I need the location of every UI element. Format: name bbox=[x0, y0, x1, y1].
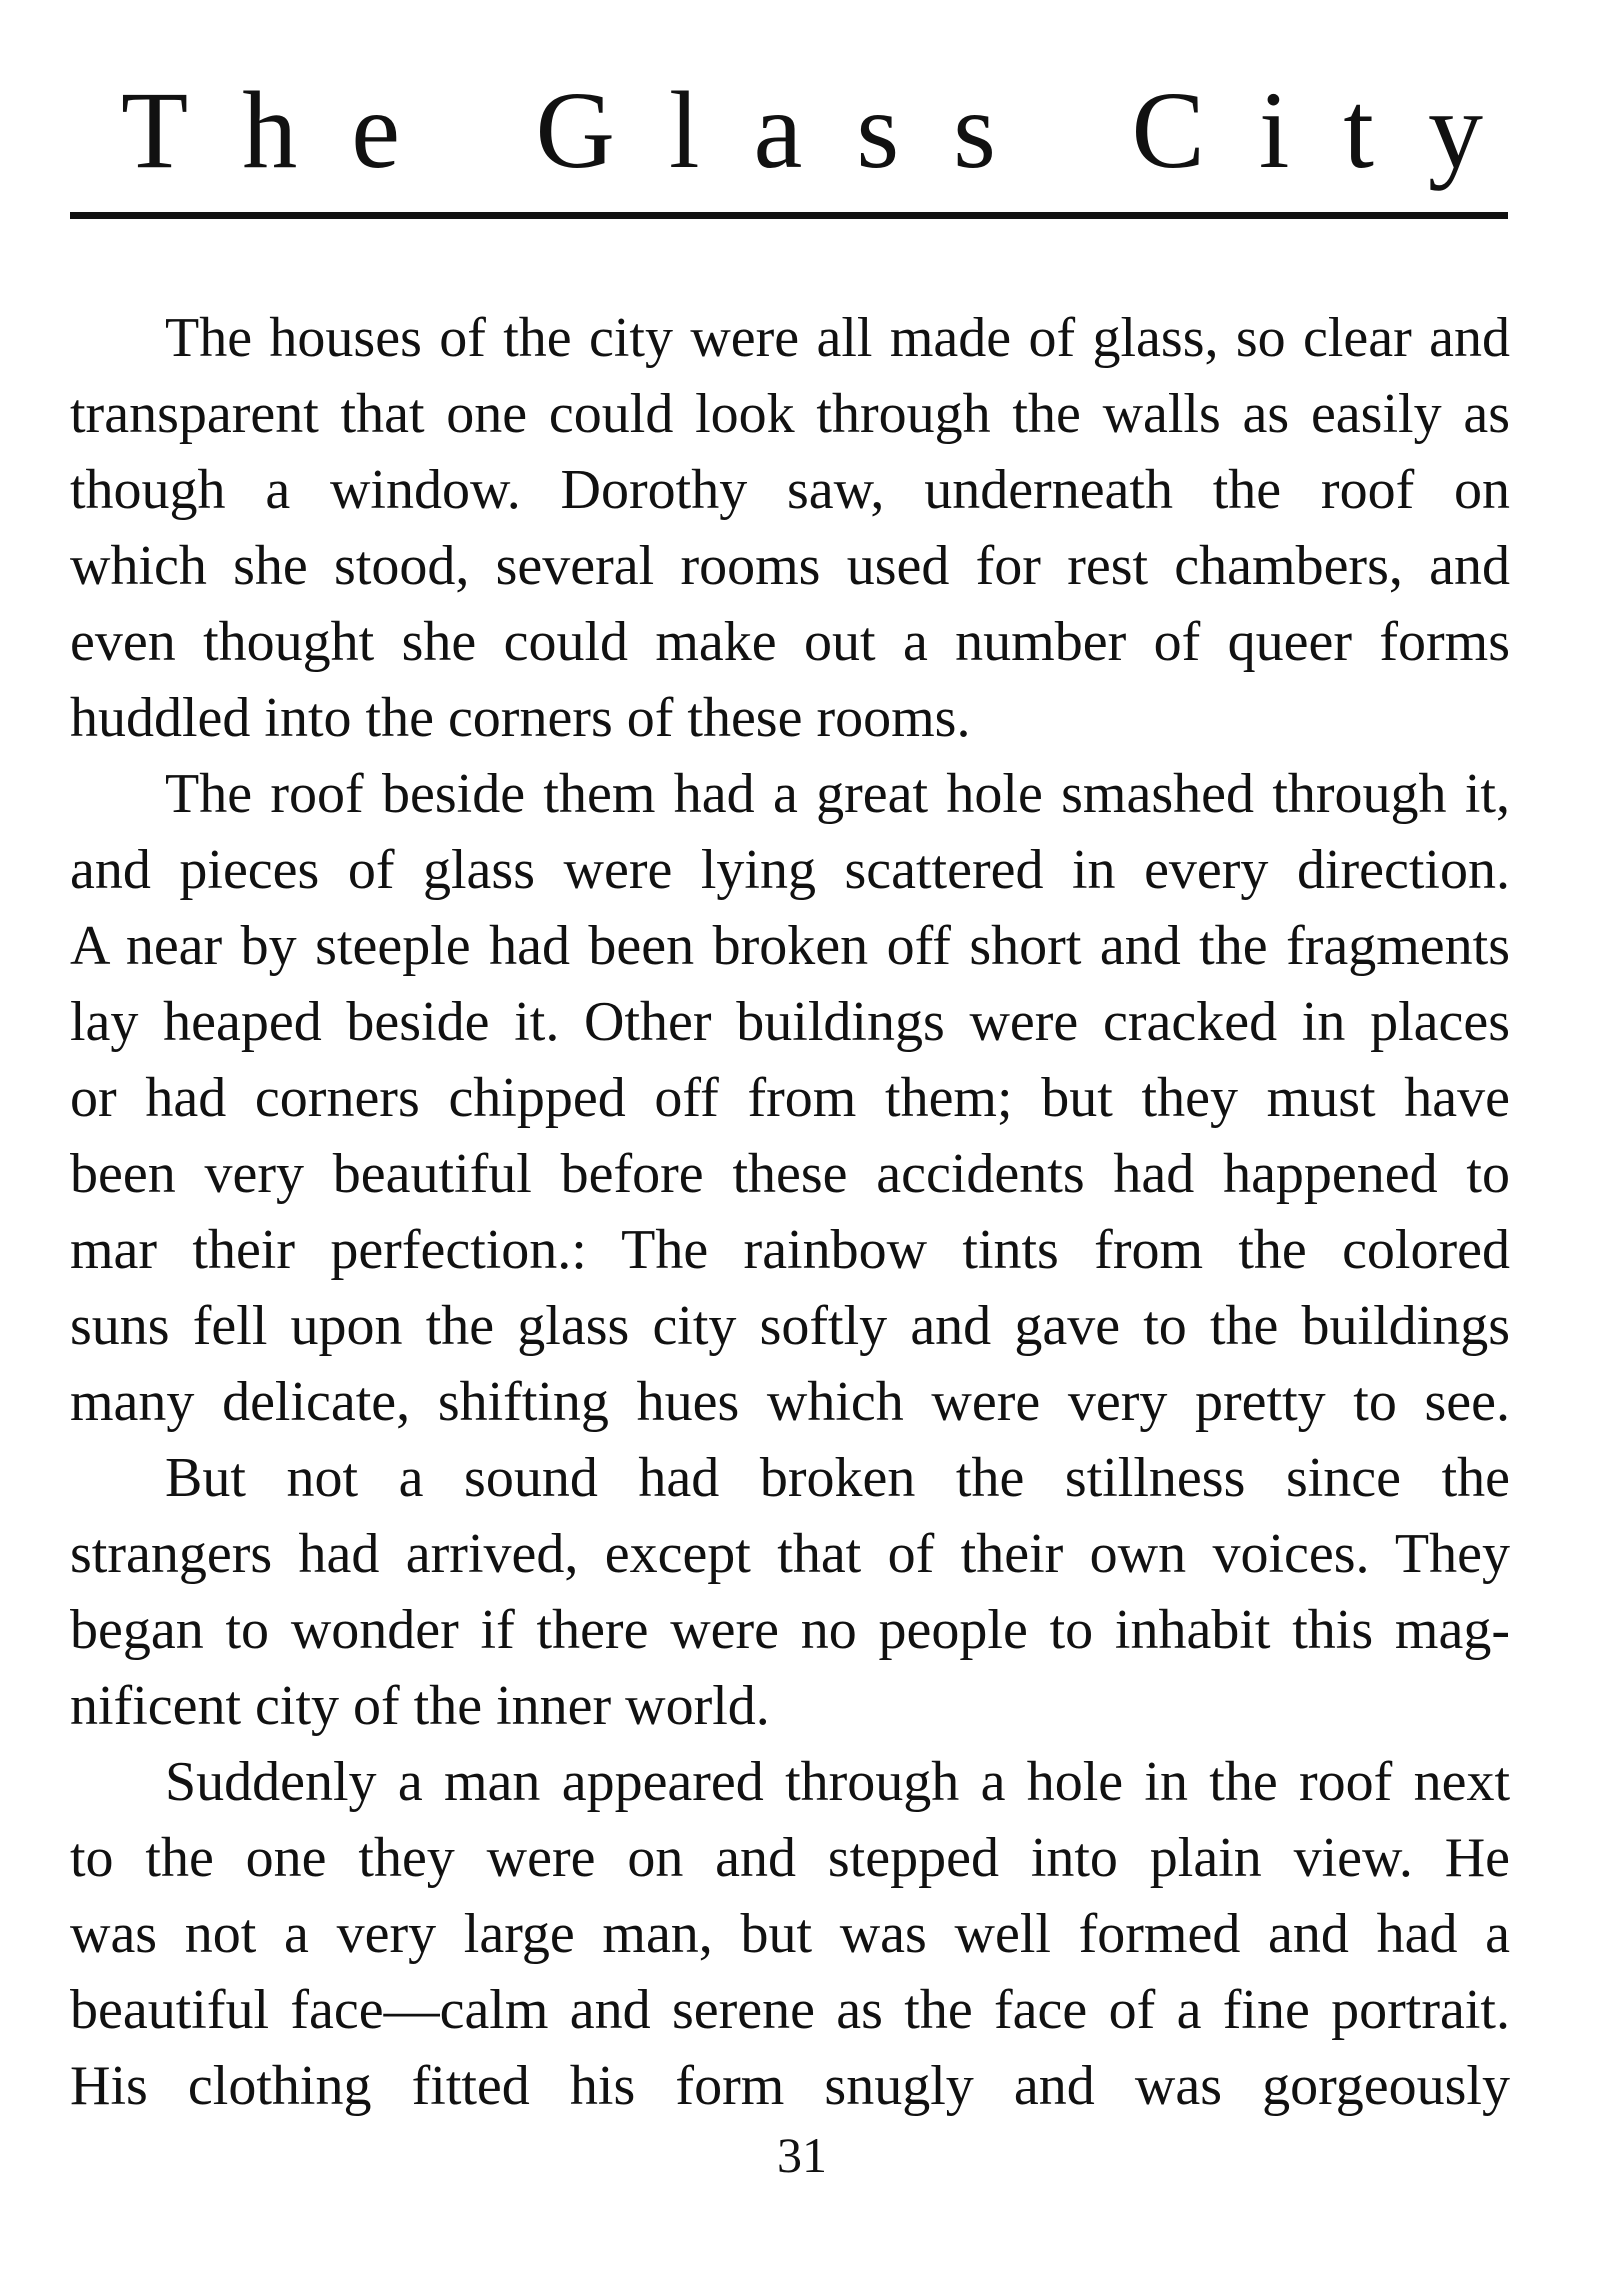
text-line: Suddenly a man appeared through a hole in the roof next bbox=[165, 1751, 1510, 1813]
text-line: The houses of the city were all made of glass, so clear and bbox=[165, 307, 1510, 369]
text-line: was not a very large man, but was well formed and had a bbox=[70, 1903, 1510, 1965]
text-line: been very beautiful before these accidents had happened to bbox=[70, 1143, 1510, 1205]
text-line: A near by steeple had been broken off short and the fragments bbox=[70, 915, 1510, 977]
text-line: His clothing fitted his form snugly and was gorgeously bbox=[70, 2055, 1510, 2117]
text-line: strangers had arrived, except that of their own voices. They bbox=[70, 1523, 1510, 1585]
body-text bbox=[70, 300, 1510, 2124]
text-line: huddled into the corners of these rooms. bbox=[70, 687, 971, 749]
text-line: many delicate, shifting hues which were very pretty to see. bbox=[70, 1371, 1510, 1433]
text-line: though a window. Dorothy saw, underneath the roof on bbox=[70, 459, 1510, 521]
text-line: nificent city of the inner world. bbox=[70, 1675, 770, 1737]
header-rule bbox=[70, 212, 1508, 219]
text-line: even thought she could make out a number of queer forms bbox=[70, 611, 1510, 673]
text-line: or had corners chipped off from them; but they must have bbox=[70, 1067, 1510, 1129]
text-line: which she stood, several rooms used for rest chambers, and bbox=[70, 535, 1510, 597]
running-head-title: The Glass City bbox=[121, 69, 1537, 191]
text-line: suns fell upon the glass city softly and gave to the buildings bbox=[70, 1295, 1510, 1357]
page-number: 31 bbox=[777, 2127, 827, 2183]
text-line: mar their perfection.: The rainbow tints from the colored bbox=[70, 1219, 1510, 1281]
text-line: began to wonder if there were no people to inhabit this mag- bbox=[70, 1599, 1510, 1661]
text-line: beautiful face—calm and serene as the face of a fine portrait. bbox=[70, 1979, 1510, 2041]
text-line: lay heaped beside it. Other buildings were cracked in places bbox=[70, 991, 1510, 1053]
text-line: transparent that one could look through the walls as easily as bbox=[70, 383, 1510, 445]
text-line: The roof beside them had a great hole smashed through it, bbox=[165, 763, 1510, 825]
text-line: and pieces of glass were lying scattered in every direction. bbox=[70, 839, 1510, 901]
text-line: to the one they were on and stepped into plain view. He bbox=[70, 1827, 1510, 1889]
text-line: But not a sound had broken the stillness since the bbox=[165, 1447, 1510, 1509]
